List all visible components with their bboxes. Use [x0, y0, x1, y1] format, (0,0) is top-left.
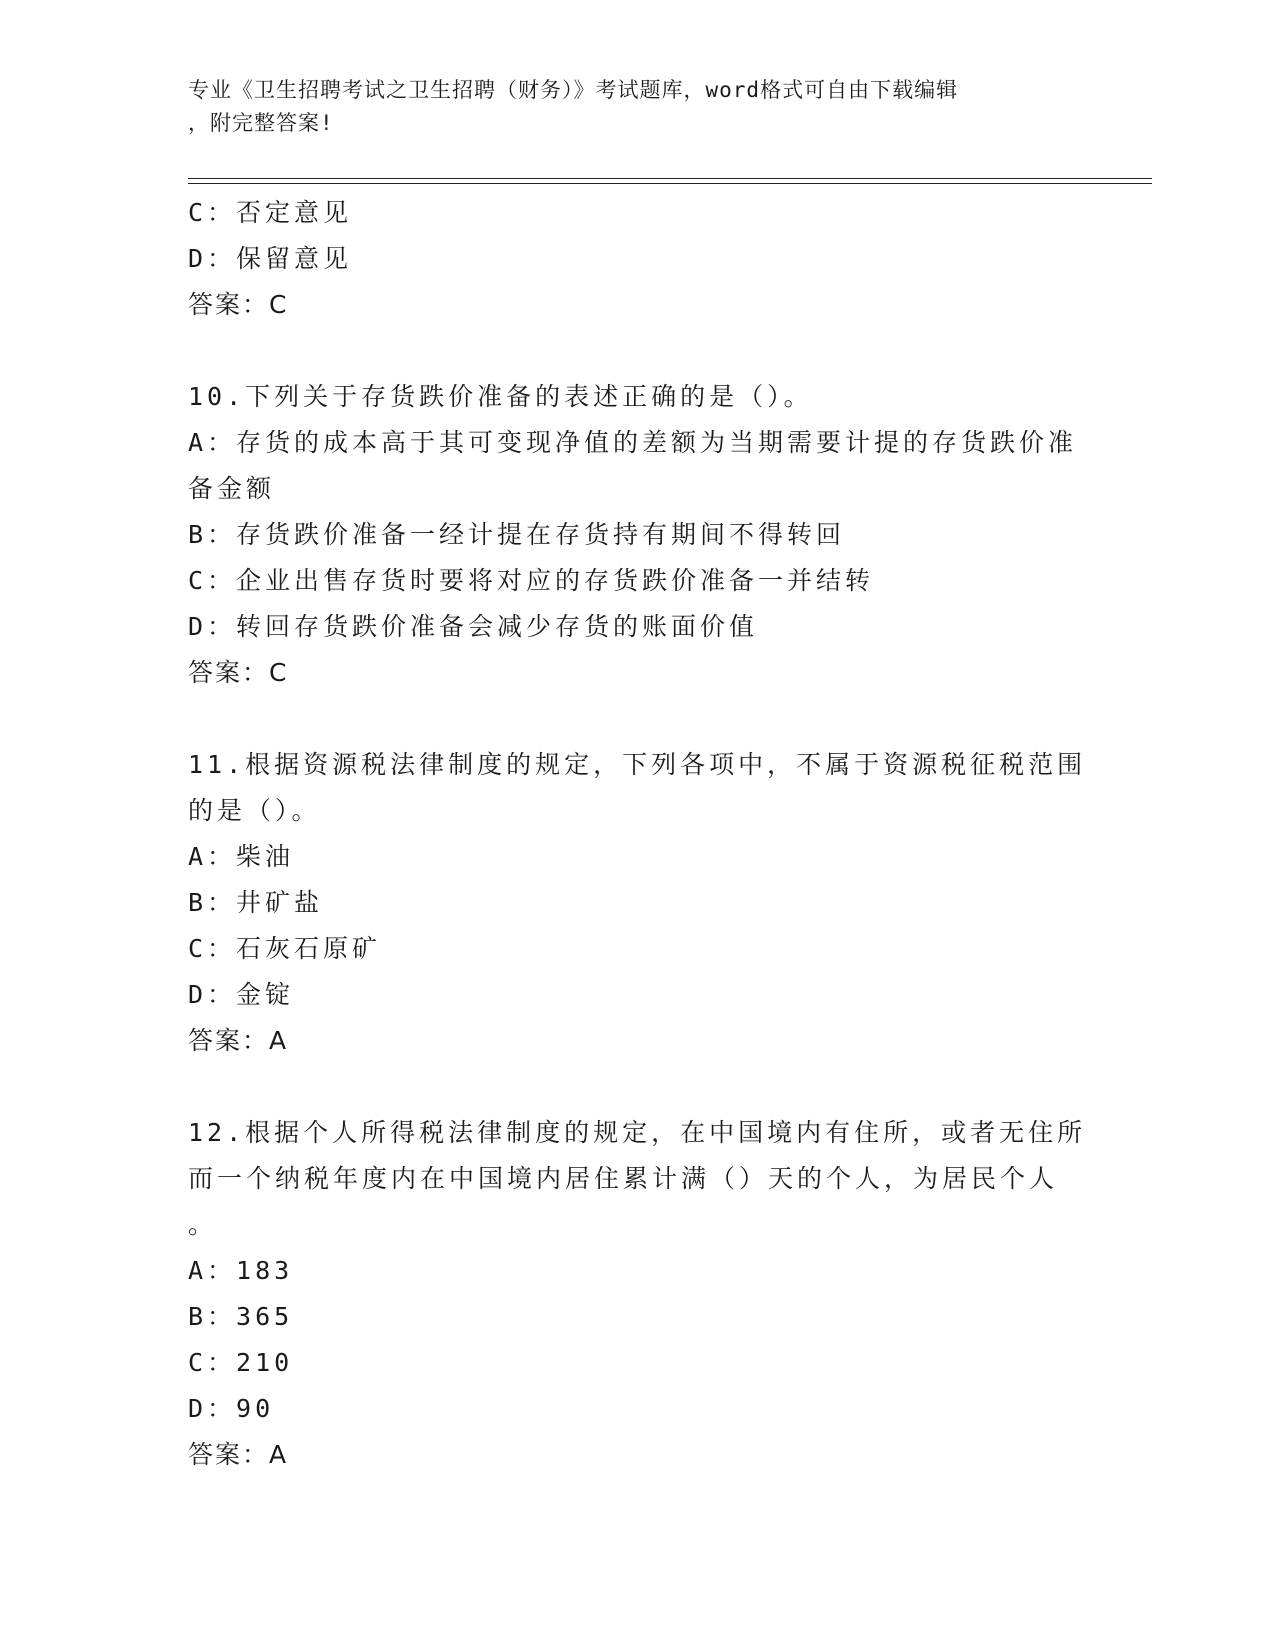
spacer: [188, 328, 1088, 374]
q12-option-d: D：90: [188, 1394, 275, 1423]
q11-option-d: D：金锭: [188, 980, 295, 1009]
q10-option-a-line2: 备金额: [188, 474, 276, 503]
q12-option-b: B：365: [188, 1302, 294, 1331]
q10-option-d: D：转回存货跌价准备会减少存货的账面价值: [188, 612, 759, 641]
q11-stem-line1: 11.根据资源税法律制度的规定，下列各项中，不属于资源税征税范围: [188, 750, 1087, 779]
q9-option-c: C：否定意见: [188, 198, 353, 227]
header-line-1: 专业《卫生招聘考试之卫生招聘（财务）》考试题库，word格式可自由下载编辑: [188, 78, 959, 102]
question-12: [188, 1110, 1088, 1478]
q12-stem-line1: 12.根据个人所得税法律制度的规定，在中国境内有住所，或者无住所: [188, 1118, 1087, 1147]
spacer: [188, 1064, 1088, 1110]
q10-option-c: C：企业出售存货时要将对应的存货跌价准备一并结转: [188, 566, 875, 595]
q10-answer: 答案：C: [188, 658, 289, 687]
q12-option-a: A：183: [188, 1256, 294, 1285]
q11-answer: 答案：A: [188, 1026, 289, 1055]
question-9-tail: [188, 190, 1088, 328]
q9-answer: 答案：C: [188, 290, 289, 319]
q12-option-c: C：210: [188, 1348, 294, 1377]
document-header: [188, 74, 1088, 140]
question-11: [188, 742, 1088, 1064]
q12-stem-line3: 。: [188, 1210, 218, 1239]
q9-option-d: D：保留意见: [188, 244, 353, 273]
q11-option-c: C：石灰石原矿: [188, 934, 382, 963]
q12-stem-line2: 而一个纳税年度内在中国境内居住累计满（）天的个人，为居民个人: [188, 1164, 1059, 1193]
q12-answer: 答案：A: [188, 1440, 289, 1469]
q10-option-b: B：存货跌价准备一经计提在存货持有期间不得转回: [188, 520, 846, 549]
header-divider-bottom: [188, 183, 1152, 184]
q11-stem-line2: 的是（）。: [188, 796, 321, 825]
header-divider-top: [188, 178, 1152, 179]
header-line-2: ，附完整答案!: [188, 111, 334, 135]
q10-option-a-line1: A：存货的成本高于其可变现净值的差额为当期需要计提的存货跌价准: [188, 428, 1078, 457]
q11-option-b: B：井矿盐: [188, 888, 324, 917]
q11-option-a: A：柴油: [188, 842, 295, 871]
question-10: [188, 374, 1088, 696]
q10-stem: 10.下列关于存货跌价准备的表述正确的是（）。: [188, 382, 813, 411]
question-list: [188, 190, 1088, 1478]
spacer: [188, 696, 1088, 742]
